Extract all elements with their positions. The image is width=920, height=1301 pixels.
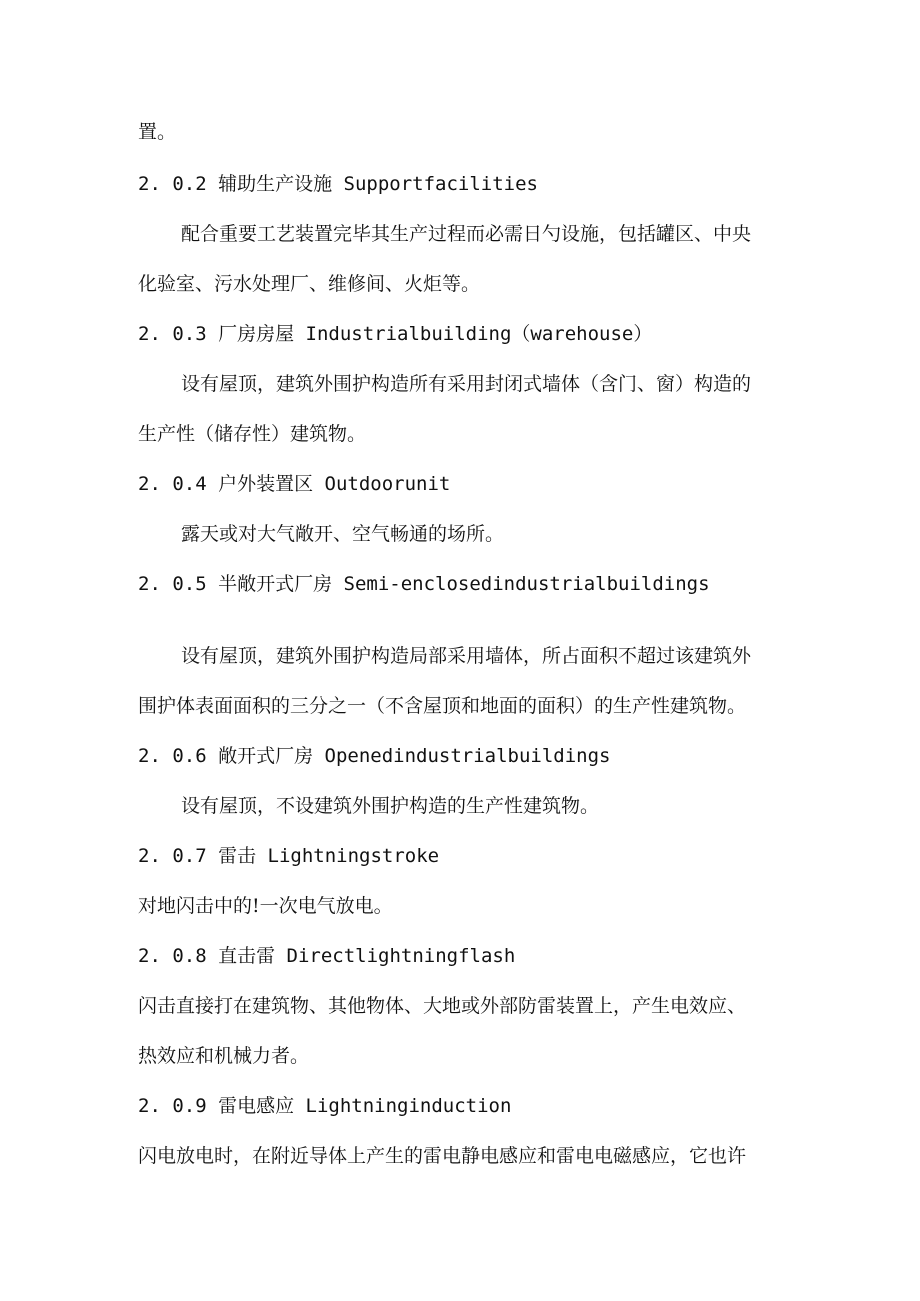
body-text-line: 化验室、污水处理厂、维修间、火炬等。 [138,273,481,295]
body-text-line: 设有屋顶，建筑外围护构造局部采用墙体，所占面积不超过该建筑外 [181,645,752,667]
section-heading-2-0-4: 2. 0.4 户外装置区 Outdoorunit [138,473,451,495]
section-heading-2-0-8: 2. 0.8 直击雷 Directlightningflash [138,945,516,967]
body-text-line: 闪电放电时，在附近导体上产生的雷电静电感应和雷电电磁感应，它也许 [138,1145,747,1167]
section-heading-2-0-7: 2. 0.7 雷击 Lightningstroke [138,845,440,867]
body-text-line: 置。 [138,121,177,143]
section-heading-2-0-5: 2. 0.5 半敞开式厂房 Semi-enclosedindustrialbuildings [138,573,710,595]
body-text-line: 设有屋顶，不设建筑外围护构造的生产性建筑物。 [181,795,600,817]
body-text-line: 对地闪击中的!一次电气放电。 [138,895,393,917]
body-text-line: 围护体表面面积的三分之一（不含屋顶和地面的面积）的生产性建筑物。 [138,695,747,717]
section-heading-2-0-9: 2. 0.9 雷电感应 Lightninginduction [138,1095,512,1117]
body-text-line: 生产性（储存性）建筑物。 [138,423,367,445]
section-heading-2-0-3: 2. 0.3 厂房房屋 Industrialbuilding（warehouse） [138,323,653,345]
body-text-line: 闪击直接打在建筑物、其他物体、大地或外部防雷装置上，产生电效应、 [138,995,747,1017]
section-heading-2-0-2: 2. 0.2 辅助生产设施 Supportfacilities [138,173,538,195]
section-heading-2-0-6: 2. 0.6 敞开式厂房 Openedindustrialbuildings [138,745,611,767]
body-text-line: 热效应和机械力者。 [138,1045,310,1067]
body-text-line: 配合重要工艺装置完毕其生产过程而必需日勺设施，包括罐区、中央 [181,223,752,245]
body-text-line: 露天或对大气敞开、空气畅通的场所。 [181,523,505,545]
body-text-line: 设有屋顶，建筑外围护构造所有采用封闭式墙体（含门、窗）构造的 [181,373,752,395]
